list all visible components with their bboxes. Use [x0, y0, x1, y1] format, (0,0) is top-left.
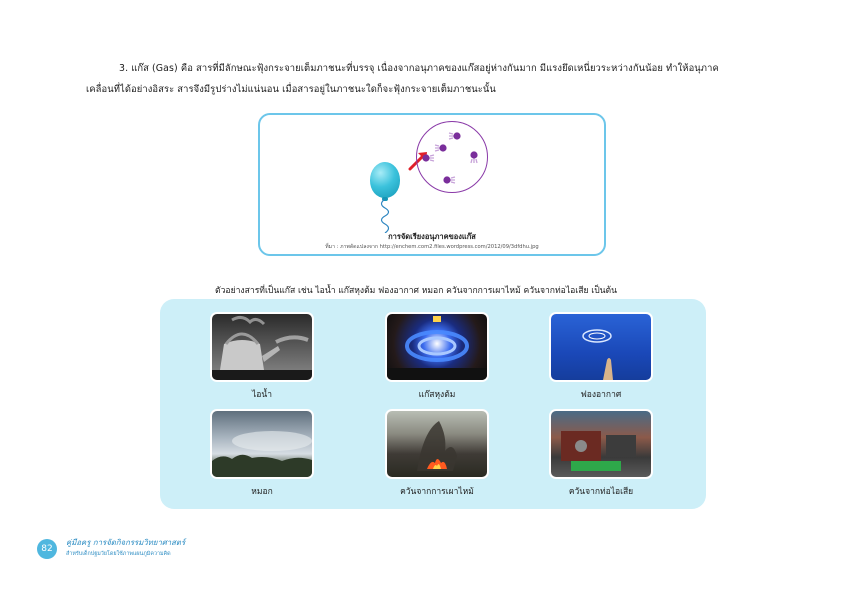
exhaust-pipe-photo [549, 409, 653, 479]
photo-card-exhaust-smoke [549, 409, 653, 498]
gas-particle-icon [421, 152, 435, 164]
gallery-label: แก๊สหุงต้ม [418, 390, 456, 400]
steam-kettle-photo [210, 312, 314, 382]
photo-card-cooking-gas [385, 312, 489, 401]
page-number: 82 [37, 539, 57, 559]
gas-particle-figure [258, 113, 606, 256]
figure-caption: การจัดเรียงอนุภาคของแก๊ส [388, 232, 476, 241]
stove-flame-icon [387, 314, 487, 380]
gas-particle-icon [448, 130, 462, 142]
gallery-label: ควันจากท่อไอเสีย [568, 487, 634, 497]
paragraph-line-2: เคลื่อนที่ได้อย่างอิสระ สารจึงมีรูปร่างไม่แน่นอน เมื่อสารอยู่ในภาชนะใดก็จะฟุ้งกระจายเต็มภาชนะนั้น [86, 84, 496, 95]
fog-trees-icon [212, 411, 312, 477]
figure-source: ที่มา : ภาพดัดแปลงจาก http://enchem.com2.files.wordpress.com/2012/09/3dfdhu.jpg [325, 244, 539, 250]
footer-subtitle: สำหรับเด็กปฐมวัยโดยใช้ภาพแผนภูมิความคิด [66, 551, 171, 557]
page-footer [66, 537, 185, 558]
balloon-icon [370, 162, 400, 198]
kettle-icon [212, 314, 312, 380]
gas-particle-icon [442, 174, 456, 186]
particle-circle [416, 121, 488, 193]
gallery-label: ฟองอากาศ [580, 390, 622, 400]
gas-particle-icon [434, 142, 448, 154]
photo-card-combustion-smoke [385, 409, 489, 498]
gallery-label: ไอน้ำ [252, 390, 272, 400]
fire-icon [387, 411, 487, 477]
fog-photo [210, 409, 314, 479]
gallery-label: หมอก [251, 487, 273, 497]
burning-smoke-photo [385, 409, 489, 479]
paragraph-line-1: 3. แก๊ส (Gas) คือ สารที่มีลักษณะฟุ้งกระจายเต็มภาชนะที่บรรจุ เนื่องจากอนุภาคของแก๊สอยู่ห่างกันมาก มีแรงยึดเหนี่ยวระหว่างกันน้อย ทำให้อนุภาค [119, 63, 719, 74]
balloon-string [374, 199, 398, 233]
gas-examples-panel [160, 299, 706, 509]
photo-card-fog [210, 409, 314, 498]
engine-icon [551, 411, 651, 477]
examples-text: ตัวอย่างสารที่เป็นแก๊ส เช่น ไอน้ำ แก๊สหุงต้ม ฟองอากาศ หมอก ควันจากการเผาไหม้ ควันจากท่อไอเสีย เป็นต้น [215, 286, 617, 296]
gas-stove-photo [385, 312, 489, 382]
intro-paragraph [86, 58, 786, 100]
photo-card-steam [210, 312, 314, 401]
bubble-icon [551, 314, 651, 380]
gas-particle-icon [467, 150, 481, 164]
gallery-label: ควันจากการเผาไหม้ [400, 487, 474, 497]
photo-card-air-bubble [549, 312, 653, 401]
air-bubble-photo [549, 312, 653, 382]
footer-title: คู่มือครู การจัดกิจกรรมวิทยาศาสตร์ [66, 538, 186, 547]
